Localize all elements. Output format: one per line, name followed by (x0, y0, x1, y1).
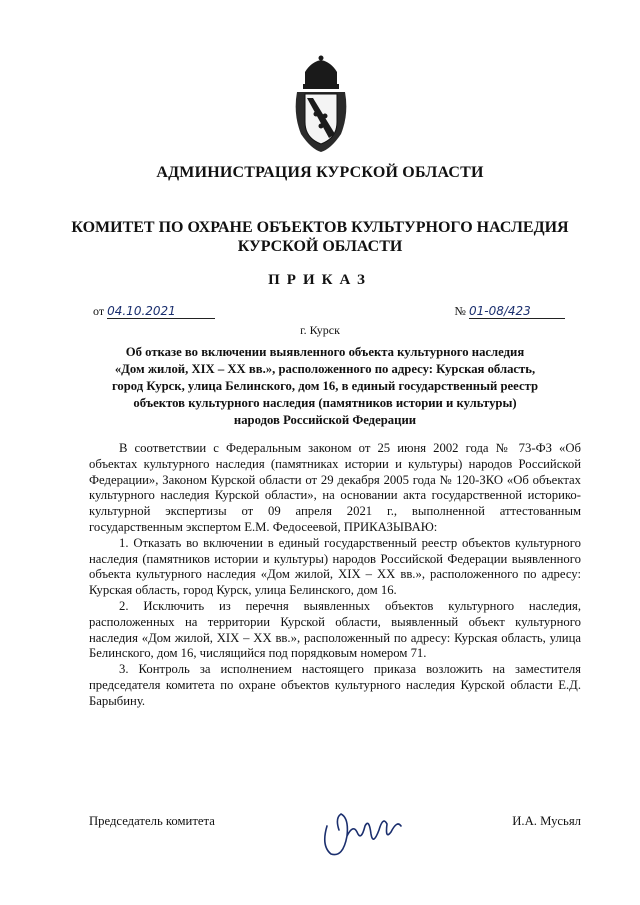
order-subject: Об отказе во включении выявленного объекта культурного наследия «Дом жилой, XIX – XX вв.», расположенного по адресу: Курская область, город Курск, улица Белинского, дом 16, в единый государственный реестр объектов культурного наследия (памятников истории и культуры) народов Российской Федерации (111, 345, 539, 427)
signature-block (89, 810, 581, 870)
item-3-paragraph: 3. Контроль за исполнением настоящего приказа возложить на заместителя председателя комитета по охране объектов культурного наследия Курской области Е.Д. Барыбину. (89, 662, 581, 708)
number-handwritten: 01-08/423 (469, 304, 531, 318)
order-body (89, 441, 581, 710)
coat-of-arms-emblem (291, 54, 351, 154)
committee-title-line1: КОМИТЕТ ПО ОХРАНЕ ОБЪЕКТОВ КУЛЬТУРНОГО НАСЛЕДИЯ (71, 219, 569, 236)
signer-position: Председатель комитета (89, 814, 215, 828)
city-line: г. Курск (300, 323, 340, 337)
number-field (469, 304, 565, 319)
preamble-paragraph: В соответствии с Федеральным законом от 25 июня 2002 года № 73-ФЗ «Об объектах культурного наследия (памятниках истории и культуры) народов Российской Федерации», Законом Курской области от 29 декабря 2005 года № 120-ЗКО «Об объектах культурного наследия Курской области», на основании акта государственной историко-культурной экспертизы от 09 апреля 2021 г., выполненной аттестованным государственным экспертом Е.М. Федосеевой, ПРИКАЗЫВАЮ: (89, 441, 581, 534)
number-prefix: № (454, 304, 466, 318)
handwritten-signature (317, 796, 407, 866)
date-prefix: от (93, 304, 105, 318)
date-number-row (93, 304, 565, 319)
committee-title-line2: КУРСКОЙ ОБЛАСТИ (237, 238, 403, 255)
administration-title: АДМИНИСТРАЦИЯ КУРСКОЙ ОБЛАСТИ (156, 164, 484, 181)
item-2-paragraph: 2. Исключить из перечня выявленных объектов культурного наследия, расположенных на территории Курской области, выявленный объект культурного наследия «Дом жилой, XIX – XX вв.», расположенный по адресу: Курская область, улица Белинского, дом 16, числящийся под порядковым номером 71. (89, 598, 581, 661)
date-field (107, 304, 215, 319)
number-block (455, 304, 565, 319)
item-1-paragraph: 1. Отказать во включении в единый государственный реестр объектов культурного наследия (памятников истории и культуры) народов Российской Федерации выявленного объекта культурного наследия «Дом жилой, XIX – XX вв.», расположенного по адресу: Курская область, город Курск, улица Белинского, дом 16. (89, 535, 581, 598)
document-type-title: ПРИКАЗ (268, 272, 372, 288)
signer-name: И.А. Мусьял (512, 814, 581, 828)
date-handwritten: 04.10.2021 (107, 304, 176, 318)
committee-title (0, 218, 640, 256)
